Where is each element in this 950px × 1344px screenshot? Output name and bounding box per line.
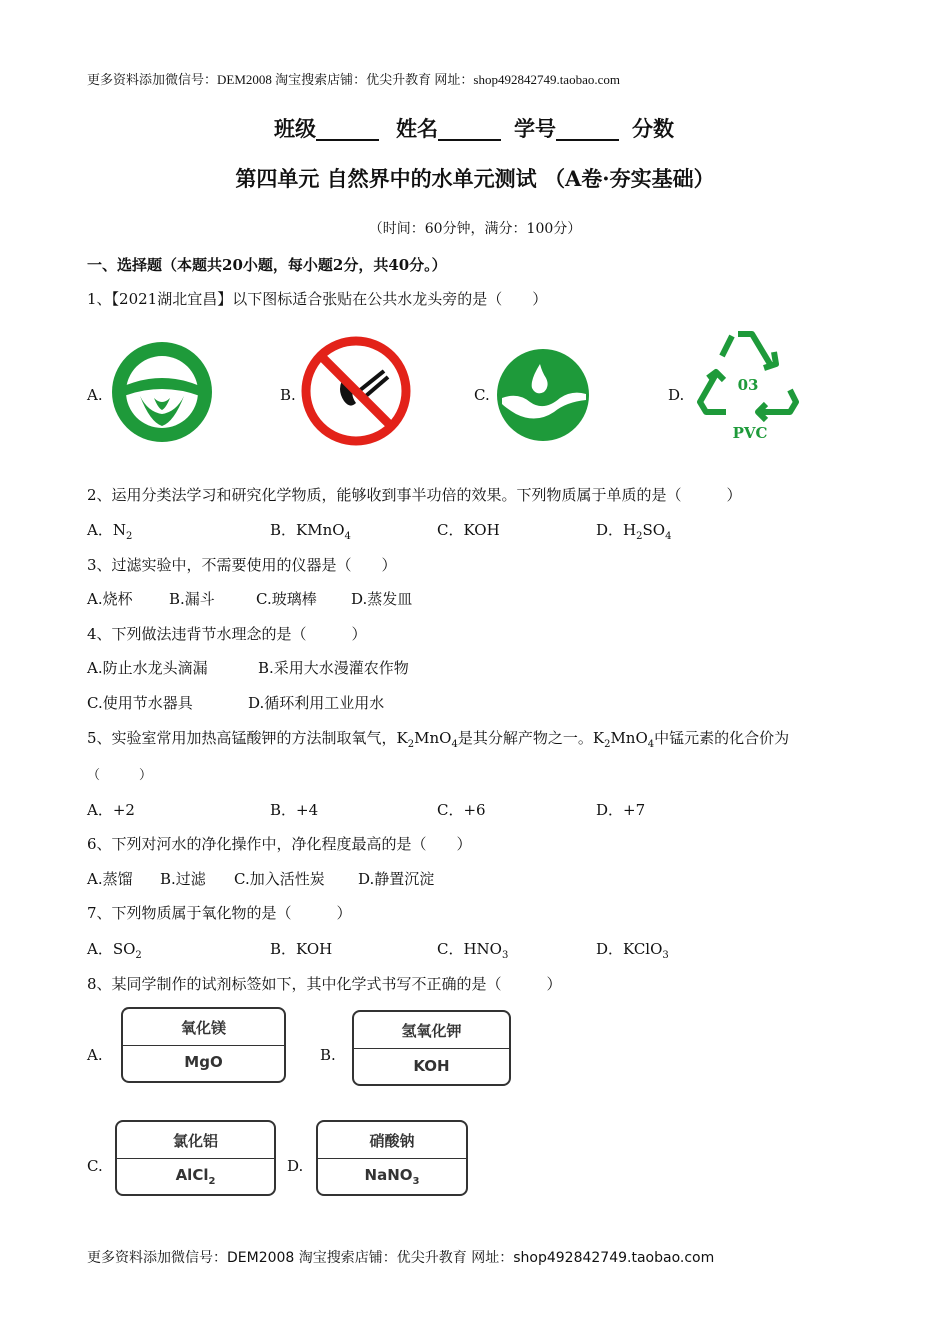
q8-option-c-label: C. <box>87 1157 103 1175</box>
question-7: 7、下列物质属于氧化物的是（ ） <box>87 904 352 922</box>
question-1: 1、【2021湖北宜昌】以下图标适合张贴在公共水龙头旁的是（ ） <box>87 290 548 308</box>
q8-option-b-label: B. <box>320 1046 336 1064</box>
reagent-label-b <box>352 1010 511 1086</box>
q3-option-c: C.玻璃棒 <box>256 590 317 608</box>
q5-option-c: C．+6 <box>437 801 486 819</box>
q6-option-d: D.静置沉淀 <box>358 870 435 888</box>
recycle-material: PVC <box>732 424 768 442</box>
q3-option-b: B.漏斗 <box>169 590 215 608</box>
class-field: 班级______ <box>274 116 379 141</box>
reagent-label-d <box>316 1120 468 1196</box>
question-5: 5、实验室常用加热高锰酸钾的方法制取氧气，$K_2MnO_4$是其分解产物之一。$K_2MnO_4$中锰元素的化合价为 <box>87 729 790 750</box>
question-3: 3、过滤实验中，不需要使用的仪器是（ ） <box>87 556 397 574</box>
q2-option-b: B．KMnO$_4$ <box>270 521 351 542</box>
water-saving-icon <box>496 348 590 442</box>
q1-option-a-label: A. <box>87 386 103 404</box>
recycle-icon <box>692 324 804 446</box>
question-5-paren: （ ） <box>87 768 153 783</box>
question-4: 4、下列做法违背节水理念的是（ ） <box>87 625 367 643</box>
reagent-formula-b: KOH <box>413 1057 450 1075</box>
question-6: 6、下列对河水的净化操作中，净化程度最高的是（ ） <box>87 835 472 853</box>
time-info: （时间：60分钟，满分：100分） <box>368 221 582 237</box>
student-id-field: 学号______ <box>514 116 619 141</box>
reagent-formula-c: AlCl$_2$ <box>175 1166 216 1187</box>
q1-option-d-label: D. <box>668 386 685 404</box>
q5-option-a: A．+2 <box>87 801 135 819</box>
q4-option-c: C.使用节水器具 <box>87 694 193 712</box>
q7-option-b: B．KOH <box>270 940 333 958</box>
section-heading: 一、选择题（本题共20小题，每小题2分，共40分。） <box>87 256 447 274</box>
q1-option-b-label: B. <box>280 386 296 404</box>
question-8: 8、某同学制作的试剂标签如下，其中化学式书写不正确的是（ ） <box>87 975 562 993</box>
score-field: 分数 <box>632 116 674 141</box>
q5-option-d: D．+7 <box>596 801 646 819</box>
q2-option-c: C．KOH <box>437 521 500 539</box>
reagent-formula-a: MgO <box>184 1053 223 1071</box>
q6-option-c: C.加入活性炭 <box>234 870 325 888</box>
q2-option-a: A．$N_2$ <box>87 521 133 542</box>
question-2: 2、运用分类法学习和研究化学物质，能够收到事半功倍的效果。下列物质属于单质的是（ ） <box>87 486 742 504</box>
q6-option-b: B.过滤 <box>160 870 206 888</box>
reagent-name-a: 氧化镁 <box>180 1019 226 1037</box>
footer-text: 更多资料添加微信号：DEM2008 淘宝搜索店铺：优尖升教育 网址：shop492842749.taobao.com <box>87 1250 715 1266</box>
q5-option-b: B．+4 <box>270 801 319 819</box>
reagent-name-b: 氢氧化钾 <box>401 1022 462 1040</box>
q7-option-d: D．KClO$_3$ <box>596 940 669 961</box>
page-title: 第四单元 自然界中的水单元测试 （A卷·夯实基础） <box>235 166 715 191</box>
header-text: 更多资料添加微信号：DEM2008 淘宝搜索店铺：优尖升教育 网址：shop492842749.taobao.com <box>87 72 620 87</box>
reagent-formula-d: NaNO$_3$ <box>364 1166 420 1187</box>
q7-option-c: C．$HNO_3$ <box>437 940 509 961</box>
reagent-name-d: 硝酸钠 <box>369 1132 415 1150</box>
recycle-code: 03 <box>737 376 759 394</box>
reagent-label-c <box>115 1120 276 1196</box>
q3-option-a: A.烧杯 <box>87 590 133 608</box>
q4-option-d: D.循环利用工业用水 <box>248 694 385 712</box>
q6-option-a: A.蒸馏 <box>87 870 133 888</box>
q3-option-d: D.蒸发皿 <box>351 590 413 608</box>
q2-option-d: D．$H_2SO_4$ <box>596 521 672 542</box>
q4-option-b: B.采用大水漫灌农作物 <box>258 659 409 677</box>
reagent-label-a <box>121 1007 286 1083</box>
green-food-icon <box>110 340 214 444</box>
q8-option-a-label: A. <box>87 1046 103 1064</box>
q4-option-a: A.防止水龙头滴漏 <box>87 659 208 677</box>
no-fire-icon <box>300 335 412 447</box>
q8-option-d-label: D. <box>287 1157 304 1175</box>
name-field: 姓名______ <box>396 116 501 141</box>
reagent-name-c: 氯化铝 <box>172 1132 218 1150</box>
q1-option-c-label: C. <box>474 386 490 404</box>
q7-option-a: A．$SO_2$ <box>87 940 142 961</box>
